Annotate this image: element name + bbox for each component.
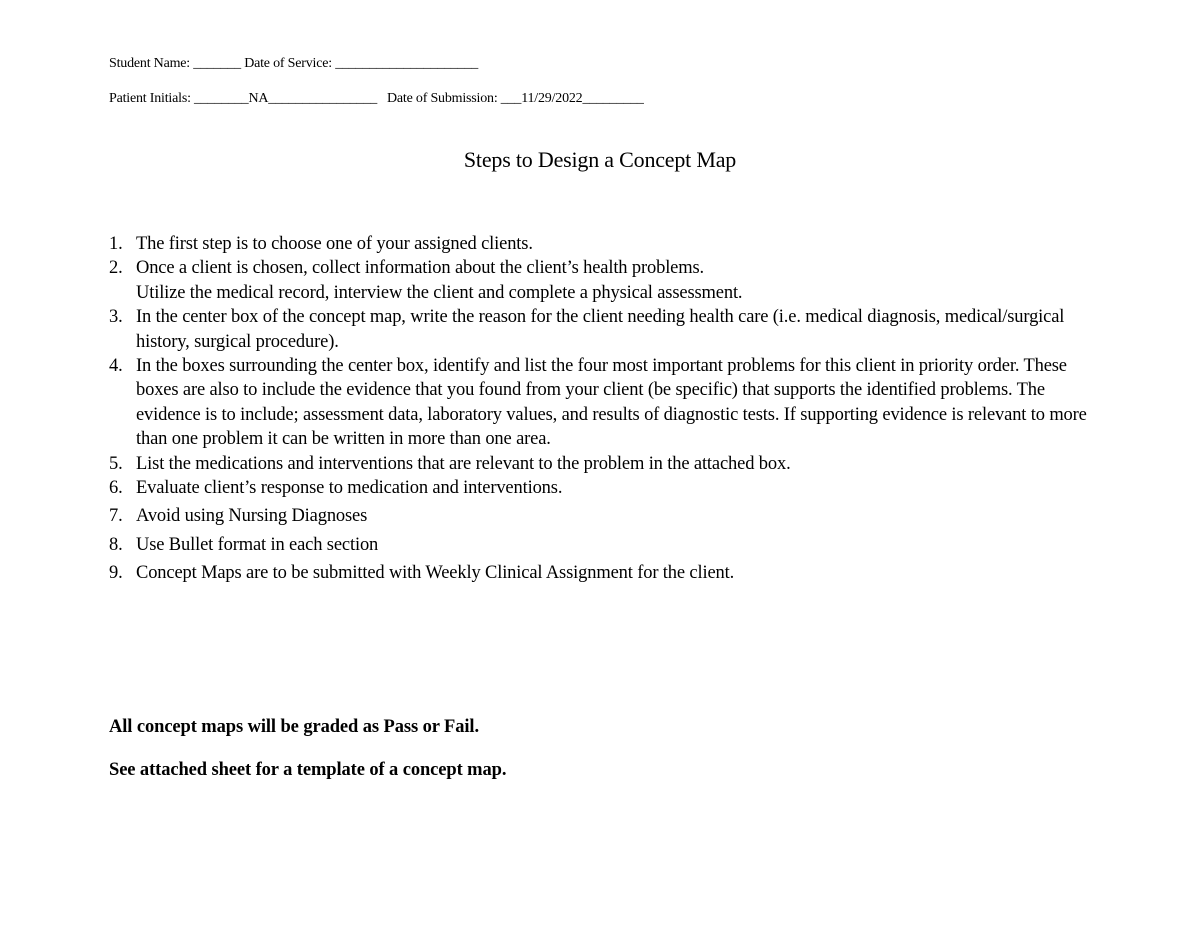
template-note: See attached sheet for a template of a concept map.	[109, 760, 507, 780]
step-text: Concept Maps are to be submitted with Weekly Clinical Assignment for the client.	[136, 563, 735, 584]
step-item-7	[109, 504, 1099, 528]
step-text: In the center box of the concept map, write the reason for the client needing health care (i.e. medical diagnosis, medical/surgical history, surgical procedure).	[136, 307, 1065, 352]
step-text: The first step is to choose one of your assigned clients.	[136, 234, 533, 254]
steps-list	[109, 232, 1099, 586]
student-name-date-of-service-line: Student Name: _______ Date of Service: _____________________	[109, 56, 479, 71]
patient-initials-date-of-submission-line: Patient Initials: ________NA________________ Date of Submission: ___11/29/2022_________	[109, 91, 644, 106]
step-text: Use Bullet format in each section	[136, 534, 379, 555]
step-item-1	[109, 232, 1099, 256]
step-item-5	[109, 452, 1099, 476]
step-text-continued: Utilize the medical record, interview the client and complete a physical assessment.	[136, 282, 743, 303]
step-number: 8.	[109, 534, 123, 555]
grading-note: All concept maps will be graded as Pass or Fail.	[109, 717, 479, 737]
step-number: 1.	[109, 234, 123, 254]
step-number: 3.	[109, 307, 123, 328]
step-text: In the boxes surrounding the center box, identify and list the four most important problems for this client in priority order. These boxes are also to include the evidence that you found from your client (be specific) that supports the identified problems. The evidence is to include; assessment data, laboratory values, and results of diagnostic tests. If supporting evidence is relevant to more than one problem it can be written in more than one area.	[136, 356, 1087, 450]
step-text: Once a client is chosen, collect information about the client’s health problems.	[136, 258, 705, 279]
step-text: Evaluate client’s response to medication and interventions.	[136, 478, 563, 499]
step-item-6	[109, 476, 1099, 500]
step-number: 2.	[109, 258, 123, 279]
step-item-4	[109, 354, 1099, 452]
step-number: 4.	[109, 356, 123, 377]
step-number: 6.	[109, 478, 123, 499]
step-item-2	[109, 256, 1099, 305]
step-item-3	[109, 305, 1099, 354]
step-item-8	[109, 533, 1099, 557]
step-number: 9.	[109, 563, 123, 584]
step-number: 5.	[109, 453, 123, 474]
step-text: List the medications and interventions that are relevant to the problem in the attached box.	[136, 453, 791, 474]
step-number: 7.	[109, 506, 123, 527]
step-item-9	[109, 561, 1099, 585]
step-text: Avoid using Nursing Diagnoses	[136, 506, 368, 527]
page-title: Steps to Design a Concept Map	[463, 147, 737, 172]
